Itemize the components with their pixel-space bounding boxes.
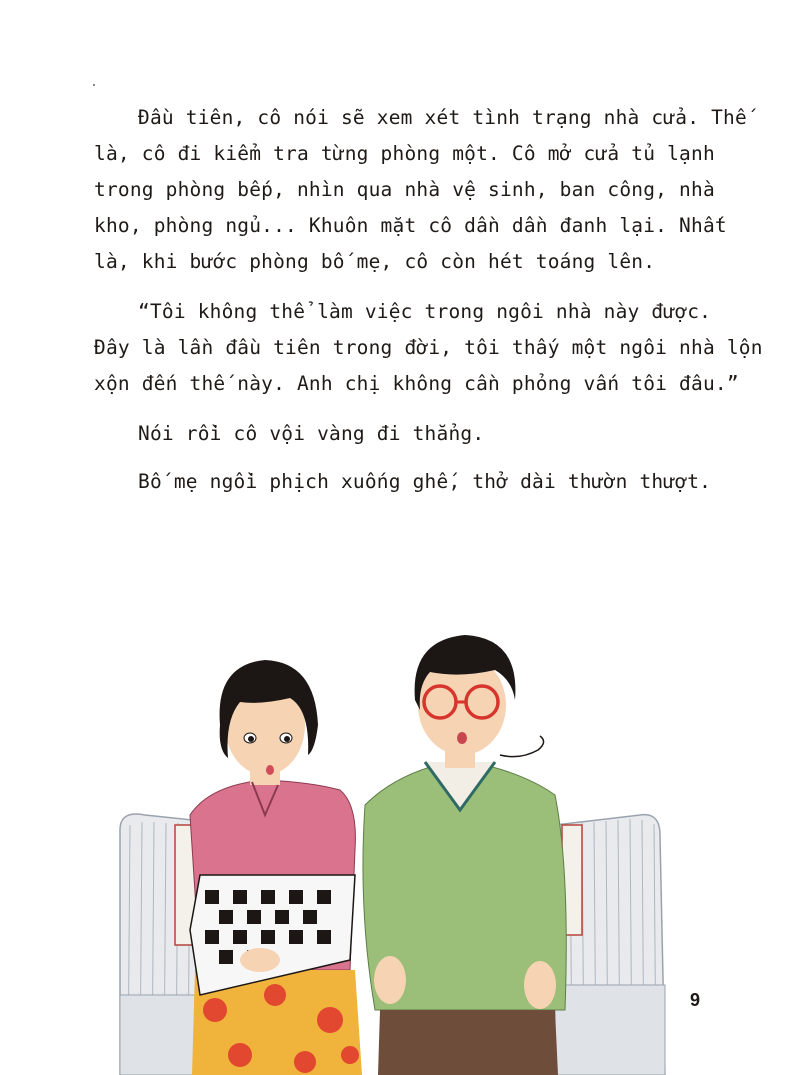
story-text [94,100,763,514]
speck-mark [93,84,95,86]
paragraph-2 [94,294,763,402]
text-line: Nói rồi cô vội vàng đi thẳng. [138,422,485,445]
mother-figure [190,660,362,1075]
text-line: Bố mẹ ngồi phịch xuống ghế, thở dài thườn thượt. [138,470,712,493]
couple-on-sofa-illustration [100,610,700,1075]
text-line: trong phòng bếp, nhìn qua nhà vệ sinh, ban công, nhà [94,178,715,201]
text-line: Đây là lần đầu tiên trong đời, tôi thấy một ngôi nhà lộn [94,336,763,359]
father-figure [363,635,566,1075]
text-line: xộn đến thế này. Anh chị không cần phỏng vấn tôi đâu.” [94,372,739,395]
paragraph-3 [94,416,714,452]
text-line: Đầu tiên, cô nói sẽ xem xét tình trạng nhà cửa. Thế [138,106,747,129]
text-line: kho, phòng ngủ... Khuôn mặt cô dần dần đanh lại. Nhất [94,214,727,237]
page-number: 9 [690,990,701,1010]
text-line: là, cô đi kiểm tra từng phòng một. Cô mở cửa tủ lạnh [94,142,715,165]
paragraph-4 [94,464,714,500]
text-line: “Tôi không thể làm việc trong ngôi nhà này được. [138,300,712,323]
paragraph-1 [94,100,747,280]
text-line: là, khi bước phòng bố mẹ, cô còn hét toáng lên. [94,250,656,273]
